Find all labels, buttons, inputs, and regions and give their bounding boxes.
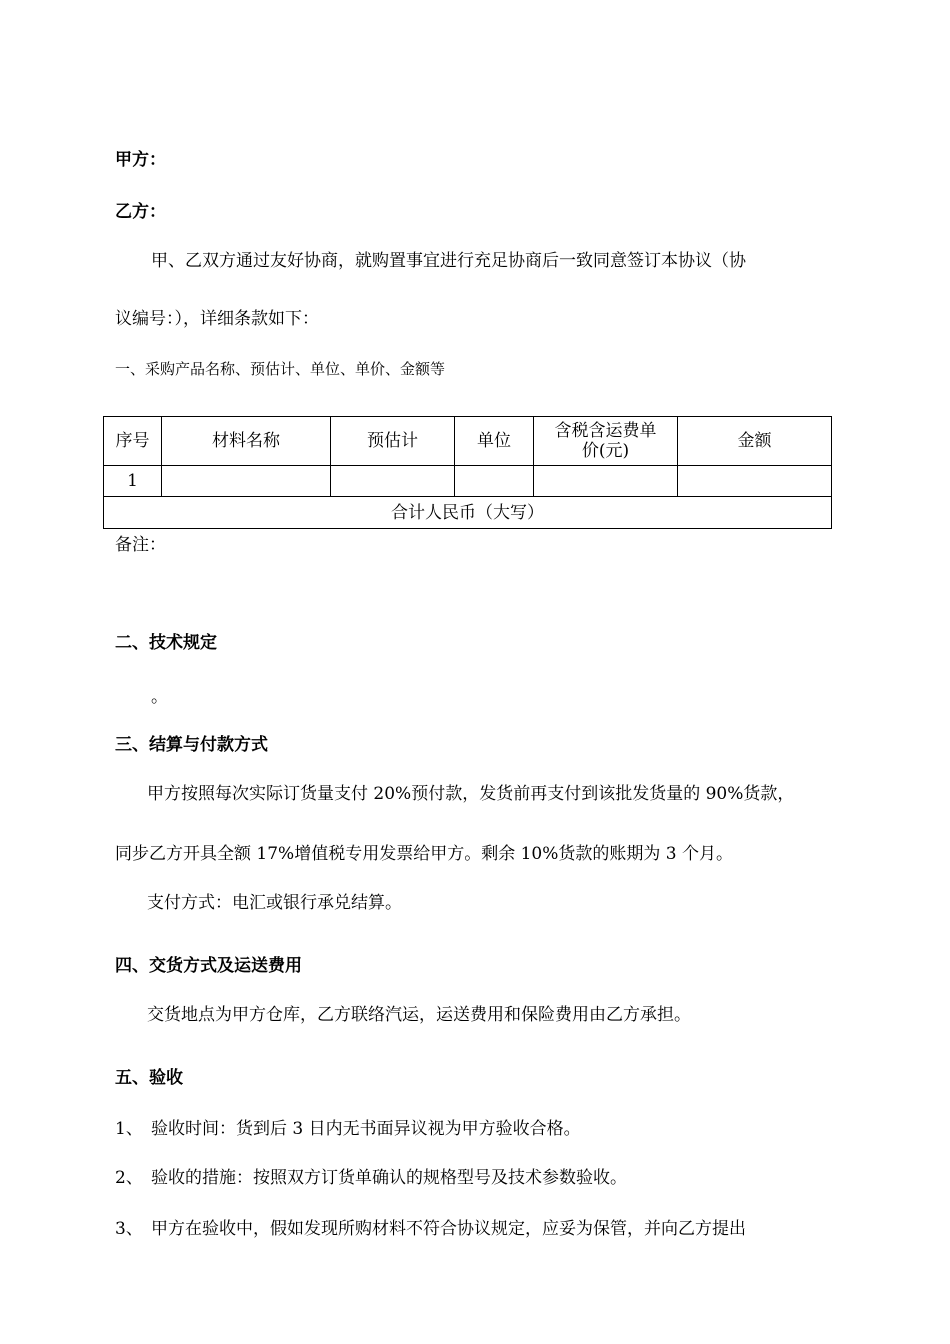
header-unit-price bbox=[534, 417, 678, 466]
section-3-para-2: 支付方式：电汇或银行承兑结算。 bbox=[147, 893, 402, 913]
section-5-item-3-text: 甲方在验收中，假如发现所购材料不符合协议规定，应妥为保管，并向乙方提出 bbox=[151, 1219, 746, 1239]
table-header-row bbox=[104, 417, 832, 466]
cell-unit bbox=[455, 466, 534, 497]
section-3-para-1-line-1: 甲方按照每次实际订货量支付 20%预付款，发货前再支付到该批发货量的 90%货款， bbox=[147, 784, 795, 804]
purchase-table bbox=[103, 416, 832, 529]
section-2-body: 。 bbox=[151, 687, 168, 707]
intro-line-1: 甲、乙双方通过友好协商，就购置事宜进行充足协商后一致同意签订本协议（协 bbox=[151, 251, 746, 271]
section-4-body: 交货地点为甲方仓库，乙方联络汽运，运送费用和保险费用由乙方承担。 bbox=[147, 1005, 691, 1025]
total-rmb-label: 合计人民币（大写） bbox=[104, 497, 832, 529]
cell-estimate bbox=[331, 466, 455, 497]
section-5-item-1-number: 1、 bbox=[115, 1119, 143, 1139]
intro-line-2: 议编号：），详细条款如下： bbox=[115, 309, 319, 329]
section-5-item-1-text: 验收时间：货到后 3 日内无书面异议视为甲方验收合格。 bbox=[151, 1119, 581, 1139]
header-amount: 金额 bbox=[678, 417, 832, 466]
section-3-title: 三、结算与付款方式 bbox=[115, 735, 268, 755]
section-5-item-2-number: 2、 bbox=[115, 1168, 143, 1188]
header-material-name: 材料名称 bbox=[162, 417, 331, 466]
party-b-label: 乙方： bbox=[115, 202, 166, 222]
table-row bbox=[104, 466, 832, 497]
cell-unit-price bbox=[534, 466, 678, 497]
cell-amount bbox=[678, 466, 832, 497]
section-5-title: 五、验收 bbox=[115, 1068, 183, 1088]
header-serial: 序号 bbox=[104, 417, 162, 466]
header-unit-price-line-2: 价(元) bbox=[581, 441, 630, 461]
cell-serial: 1 bbox=[104, 466, 162, 497]
cell-material-name bbox=[162, 466, 331, 497]
header-unit-price-line-1: 含税含运费单 bbox=[554, 421, 657, 441]
header-unit: 单位 bbox=[455, 417, 534, 466]
section-5-item-2-text: 验收的措施：按照双方订货单确认的规格型号及技术参数验收。 bbox=[151, 1168, 627, 1188]
section-3-para-1-line-2: 同步乙方开具全额 17%增值税专用发票给甲方。剩余 10%货款的账期为 3 个月。 bbox=[115, 844, 734, 864]
section-5-item-3-number: 3、 bbox=[115, 1219, 143, 1239]
section-4-title: 四、交货方式及运送费用 bbox=[115, 956, 302, 976]
header-estimate: 预估计 bbox=[331, 417, 455, 466]
remark-label: 备注： bbox=[115, 535, 166, 555]
section-1-title: 一、采购产品名称、预估计、单位、单价、金额等 bbox=[115, 360, 446, 378]
section-2-title: 二、技术规定 bbox=[115, 633, 217, 653]
party-a-label: 甲方： bbox=[115, 150, 166, 170]
table-total-row bbox=[104, 497, 832, 529]
